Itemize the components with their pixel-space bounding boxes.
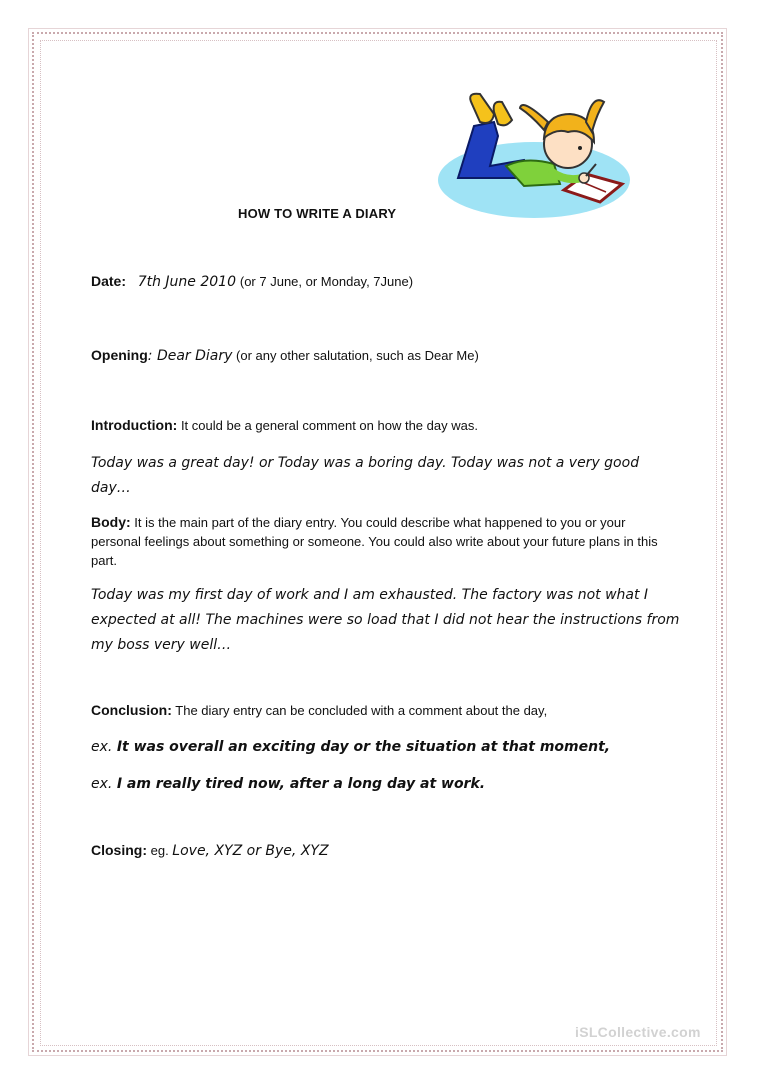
opening-value: Dear Diary xyxy=(152,348,233,364)
closing-line xyxy=(91,841,681,861)
date-line xyxy=(91,272,681,292)
conclusion-example-1 xyxy=(91,737,681,757)
ex1-prefix: ex. xyxy=(91,739,117,755)
ex1-text: It was overall an exciting day or the situation at that moment, xyxy=(116,739,611,755)
page-title: HOW TO WRITE A DIARY xyxy=(238,206,397,221)
ponytail-left xyxy=(520,105,548,130)
body-example: Today was my first day of work and I am exhausted. The factory was not what I expected at all! The machines were so load that I did not hear the instructions from my boss very well… xyxy=(91,587,680,653)
opening-note: (or any other salutation, such as Dear Me) xyxy=(232,348,479,363)
ex2-prefix: ex. xyxy=(91,776,117,792)
introduction-line xyxy=(91,416,681,435)
watermark-logo: iSLCollective.com xyxy=(575,1024,701,1040)
closing-value: Love, XYZ or Bye, XYZ xyxy=(172,843,329,859)
introduction-text: It could be a general comment on how the day was. xyxy=(177,418,478,433)
conclusion-text: The diary entry can be concluded with a comment about the day, xyxy=(171,703,548,718)
ponytail-right xyxy=(586,100,604,132)
opening-label: Opening xyxy=(91,347,148,363)
opening-colon: : xyxy=(147,348,153,364)
body-text: It is the main part of the diary entry. You could describe what happened to you or your personal feelings about something or someone. You could also write about your future plans in this part. xyxy=(91,515,658,568)
date-label: Date: xyxy=(91,273,127,289)
date-note: (or 7 June, or Monday, 7June) xyxy=(239,274,414,289)
conclusion-example-2 xyxy=(91,774,681,794)
introduction-example: Today was a great day! or Today was a boring day. Today was not a very good day… xyxy=(91,455,640,496)
girl-writing-diary-illustration xyxy=(436,86,632,222)
eye xyxy=(578,146,582,150)
shoe-left xyxy=(470,94,494,123)
introduction-colon: : xyxy=(172,417,178,433)
body-label: Body: xyxy=(91,514,131,530)
ex2-text: I am really tired now, after a long day at work. xyxy=(116,776,486,792)
closing-label: Closing: xyxy=(91,842,147,858)
introduction-label: Introduction xyxy=(91,417,173,433)
date-value: 7th June 2010 xyxy=(137,274,236,290)
opening-line xyxy=(91,346,681,366)
closing-prefix: eg. xyxy=(147,843,173,858)
conclusion-line xyxy=(91,701,681,720)
conclusion-label: Conclusion: xyxy=(91,702,172,718)
body-paragraph xyxy=(91,513,666,570)
shoe-right xyxy=(494,102,512,126)
